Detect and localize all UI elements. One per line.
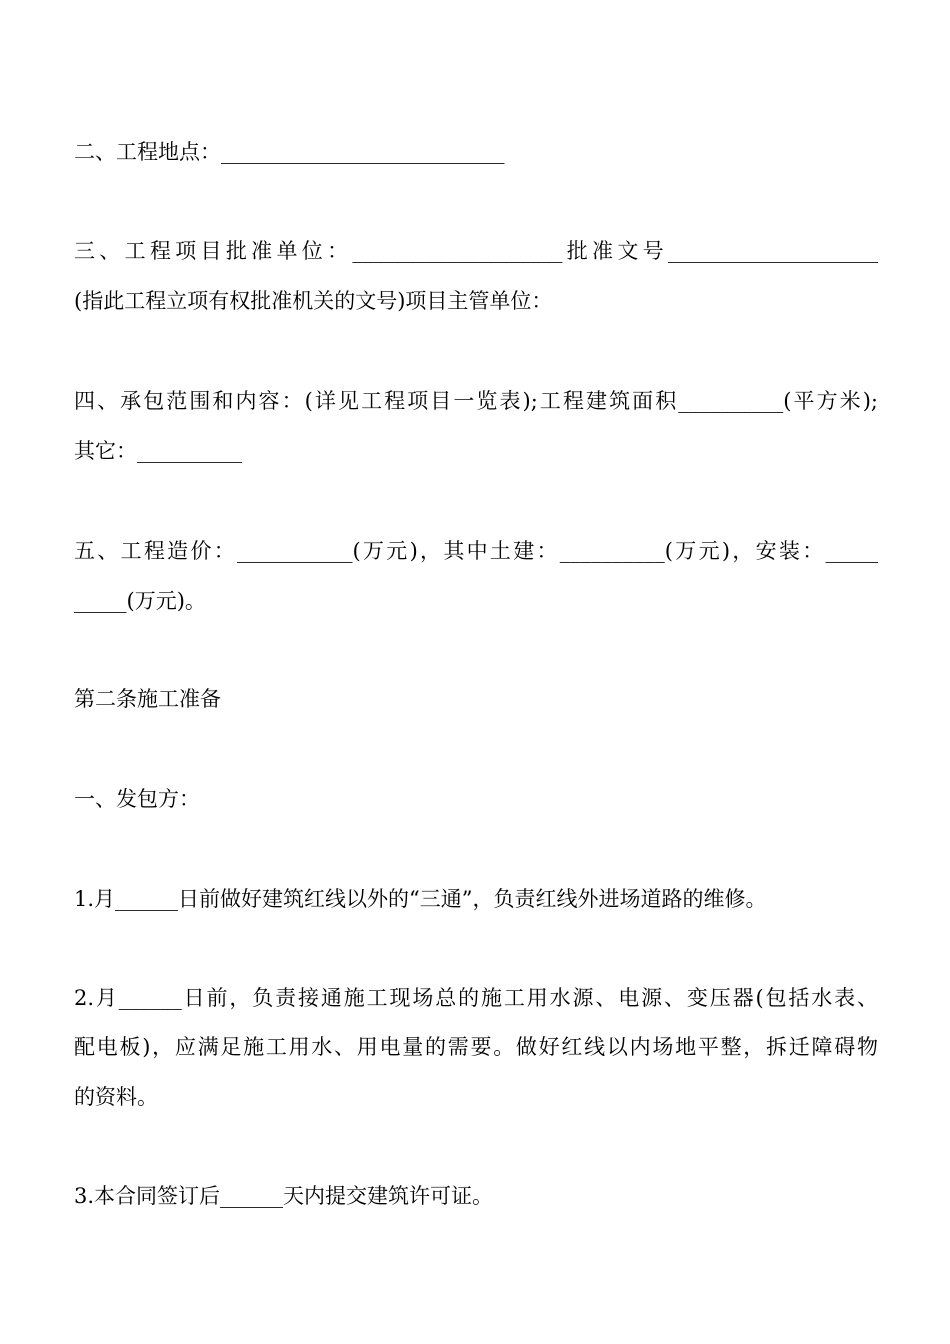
item-1-line: 1.月______日前做好建筑红线以外的“三通”，负责红线外进场道路的维修。 [74, 887, 767, 911]
item-2-line-1: 2.月______日前，负责接通施工现场总的施工用水源、电源、变压器(包括水表、 [74, 986, 878, 1010]
section-heading: 第二条施工准备 [74, 687, 221, 711]
cost-line: 五、工程造价：___________(万元)，其中土建：__________(万元)，安装：_____ [74, 539, 878, 563]
other-line: 其它：__________ [74, 439, 242, 463]
scope-line: 四、承包范围和内容：(详见工程项目一览表);工程建筑面积__________(平方米); [74, 389, 878, 413]
project-location-line: 二、工程地点：___________________________ [74, 140, 505, 164]
approval-note-line: (指此工程立项有权批准机关的文号)项目主管单位： [74, 289, 553, 313]
cost-continuation-line: _____(万元)。 [74, 589, 206, 613]
item-2-line-2: 配电板)，应满足施工用水、用电量的需要。做好红线以内场地平整，拆迁障碍物 [74, 1035, 878, 1059]
contracting-party-heading: 一、发包方： [74, 787, 200, 811]
item-2-line-3: 的资料。 [74, 1085, 158, 1109]
approval-unit-line: 三、工程项目批准单位：____________________批准文号____________________ [74, 239, 878, 263]
item-3-line: 3.本合同签订后______天内提交建筑许可证。 [74, 1184, 494, 1208]
